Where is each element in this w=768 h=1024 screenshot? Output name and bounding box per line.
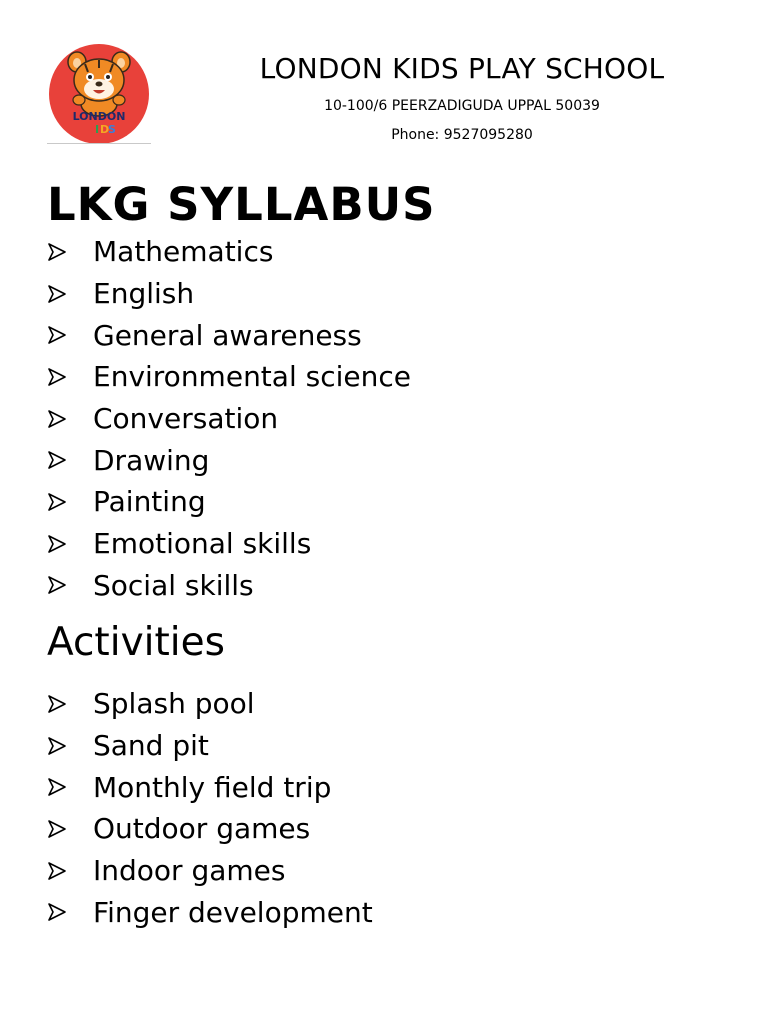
school-logo [47, 44, 151, 144]
syllabus-list [47, 231, 411, 606]
arrowhead-bullet-icon [47, 364, 93, 390]
school-name: LONDON KIDS PLAY SCHOOL [259, 52, 665, 85]
syllabus-item-label: Social skills [93, 568, 254, 602]
activity-item [47, 850, 373, 892]
syllabus-item-label: Painting [93, 485, 206, 519]
syllabus-item [47, 314, 411, 356]
arrowhead-bullet-icon [47, 858, 93, 884]
activity-item [47, 891, 373, 933]
activity-item [47, 725, 373, 767]
activity-item-label: Sand pit [93, 729, 209, 763]
arrowhead-bullet-icon [47, 406, 93, 432]
svg-text:I: I [95, 123, 100, 136]
school-address: 10-100/6 PEERZADIGUDA UPPAL 50039 [324, 98, 600, 114]
arrowhead-bullet-icon [47, 572, 93, 598]
syllabus-item-label: Emotional skills [93, 527, 312, 561]
syllabus-item [47, 273, 411, 315]
syllabus-item-label: Conversation [93, 402, 279, 436]
syllabus-item [47, 356, 411, 398]
tiger-mascot-logo-icon [47, 44, 151, 144]
arrowhead-bullet-icon [47, 239, 93, 265]
syllabus-item [47, 481, 411, 523]
arrowhead-bullet-icon [47, 774, 93, 800]
syllabus-title: LKG SYLLABUS [47, 178, 436, 231]
arrowhead-bullet-icon [47, 899, 93, 925]
activity-item [47, 808, 373, 850]
school-phone: Phone: 9527095280 [391, 127, 533, 143]
syllabus-item [47, 398, 411, 440]
arrowhead-bullet-icon [47, 733, 93, 759]
syllabus-item [47, 523, 411, 565]
arrowhead-bullet-icon [47, 281, 93, 307]
activity-item-label: Indoor games [93, 854, 286, 888]
syllabus-item-label: Environmental science [93, 360, 411, 394]
logo-underline [47, 143, 151, 144]
svg-text:S: S [108, 123, 116, 136]
syllabus-item [47, 231, 411, 273]
svg-text:K: K [87, 123, 96, 136]
activities-list [47, 683, 373, 933]
logo-text-london: LONDON [72, 110, 126, 123]
activity-item-label: Splash pool [93, 687, 255, 721]
activity-item-label: Monthly field trip [93, 770, 332, 804]
activities-title: Activities [47, 620, 225, 665]
activity-item [47, 683, 373, 725]
arrowhead-bullet-icon [47, 322, 93, 348]
activity-item-label: Outdoor games [93, 812, 311, 846]
arrowhead-bullet-icon [47, 447, 93, 473]
svg-text:D: D [100, 123, 110, 136]
syllabus-item-label: Drawing [93, 443, 210, 477]
activity-item-label: Finger development [93, 895, 373, 929]
syllabus-item [47, 439, 411, 481]
arrowhead-bullet-icon [47, 489, 93, 515]
arrowhead-bullet-icon [47, 691, 93, 717]
arrowhead-bullet-icon [47, 816, 93, 842]
arrowhead-bullet-icon [47, 531, 93, 557]
syllabus-item-label: Mathematics [93, 235, 274, 269]
syllabus-item-label: English [93, 277, 195, 311]
syllabus-item-label: General awareness [93, 318, 362, 352]
activity-item [47, 766, 373, 808]
syllabus-item [47, 565, 411, 607]
